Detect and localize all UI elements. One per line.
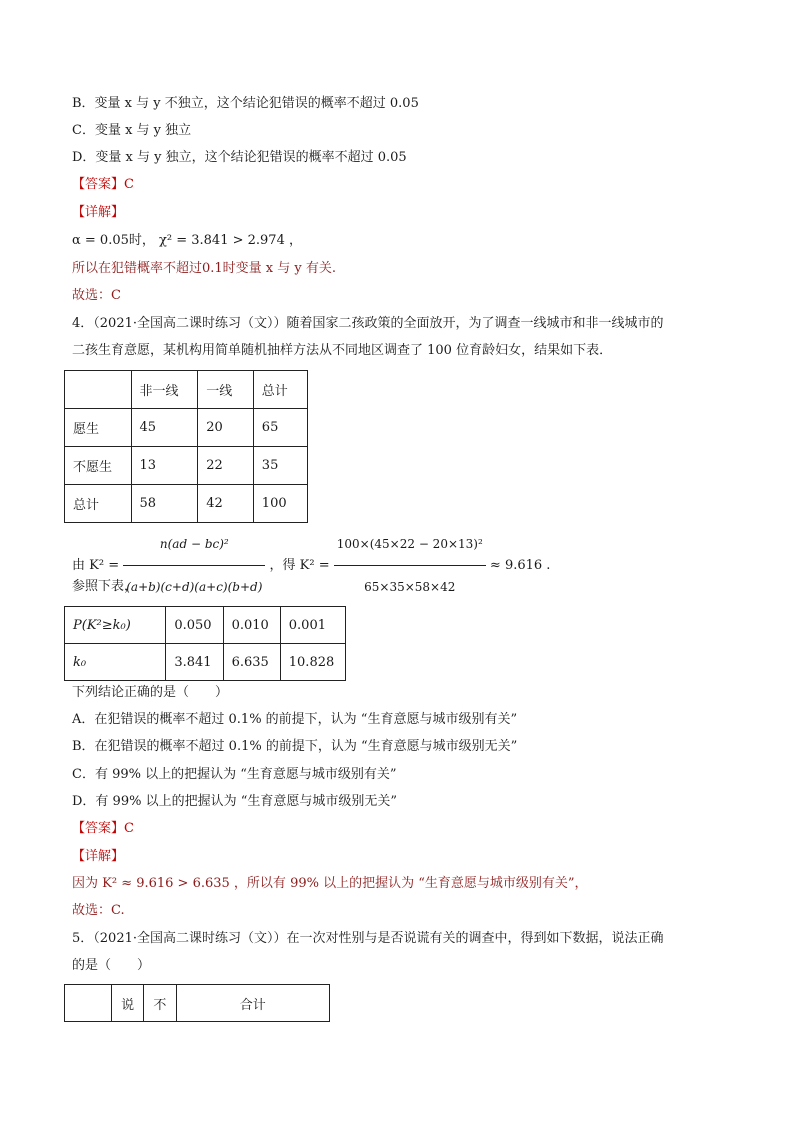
calc-fraction [334,524,486,607]
q3-option-d: D．变量 x 与 y 独立，这个结论犯错误的概率不超过 0.05 [72,150,407,165]
q4-reference-table [64,606,346,681]
table-cell: 58 [131,485,198,523]
q3-option-c: C．变量 x 与 y 独立 [72,123,192,138]
calc-numerator: 100×(45×22 − 20×13)² [334,524,486,566]
table-cell: 20 [198,409,254,447]
table-row [65,409,308,447]
table-row [65,485,308,523]
q4-option-a: A．在犯错误的概率不超过 0.1% 的前提下，认为 “生育意愿与城市级别有关” [72,712,518,727]
table-row [65,644,346,681]
q3-detail-line1: α = 0.05时， χ² = 3.841 > 2.974 ， [72,233,302,248]
answer-label: 【答案】 [72,821,125,836]
table-header: 一线 [198,371,254,409]
table-cell: 6.635 [223,644,280,681]
table-header: 合计 [176,985,329,1022]
table-cell: 13 [131,447,198,485]
table-cell [65,985,112,1022]
table-cell: P(K²≥k₀) [65,607,166,644]
table-cell: 愿生 [65,409,132,447]
q4-ref-text: 参照下表， [72,579,138,594]
table-cell: 42 [198,485,254,523]
table-cell: 0.001 [280,607,345,644]
table-row [65,371,308,409]
q4-answer [72,820,134,838]
table-cell: 总计 [65,485,132,523]
q3-detail-label: 【详解】 [72,205,125,220]
formula-denominator: (a+b)(c+d)(a+c)(b+d) [126,580,263,594]
q4-detail-line: 因为 K² ≈ 9.616 > 6.635 ，所以有 99% 以上的把握认为 “生育意愿与城市级别有关”， [72,876,588,891]
answer-value: C [124,177,134,192]
table-cell: 10.828 [280,644,345,681]
formula-fraction [123,524,265,607]
table-cell: 0.010 [223,607,280,644]
table-row [65,607,346,644]
formula-mid: ，得 K² = [269,558,330,573]
q4-option-d: D．有 99% 以上的把握认为 “生育意愿与城市级别无关” [72,794,398,809]
q4-detail-label: 【详解】 [72,849,125,864]
table-header: 非一线 [131,371,198,409]
q4-option-c: C．有 99% 以上的把握认为 “生育意愿与城市级别有关” [72,767,397,782]
table-row [65,985,330,1022]
q4-option-b: B．在犯错误的概率不超过 0.1% 的前提下，认为 “生育意愿与城市级别无关” [72,739,518,754]
q4-stem-line1: 4．（2021·全国高二课时练习（文））随着国家二孩政策的全面放开，为了调查一线城市和非一线城市的 [72,316,664,331]
table-row [65,447,308,485]
table-cell [65,371,132,409]
q3-answer [72,176,134,194]
table-cell: k₀ [65,644,166,681]
calc-result: ≈ 9.616 . [489,558,551,573]
q5-stem-line2: 的是（ ） [72,958,151,973]
table-header: 总计 [253,371,307,409]
formula-numerator: n(ad − bc)² [123,524,265,566]
q4-conclusion: 故选：C. [72,903,125,918]
table-cell: 100 [253,485,307,523]
answer-label: 【答案】 [72,177,125,192]
table-cell: 35 [253,447,307,485]
table-cell: 65 [253,409,307,447]
q4-stem-line2: 二孩生育意愿，某机构用简单随机抽样方法从不同地区调查了 100 位育龄妇女，结果如下表． [72,343,613,358]
answer-value: C [124,821,134,836]
formula-prefix: 由 K² = [72,558,120,573]
calc-denominator: 65×35×58×42 [364,580,456,594]
table-cell: 0.050 [166,607,223,644]
table-cell: 不愿生 [65,447,132,485]
q4-survey-table [64,370,308,523]
q5-stem-line1: 5．（2021·全国高二课时练习（文））在一次对性别与是否说谎有关的调查中，得到如下数据，说法正确 [72,931,664,946]
table-cell: 3.841 [166,644,223,681]
q3-option-b: B．变量 x 与 y 不独立，这个结论犯错误的概率不超过 0.05 [72,96,419,111]
table-header: 说 [111,985,143,1022]
table-cell: 45 [131,409,198,447]
table-header: 不 [144,985,176,1022]
q4-question: 下列结论正确的是（ ） [72,685,229,700]
q5-table [64,984,330,1022]
q3-detail-line2: 所以在犯错概率不超过0.1时变量 x 与 y 有关. [72,261,337,276]
q3-conclusion: 故选：C [72,288,121,303]
table-cell: 22 [198,447,254,485]
